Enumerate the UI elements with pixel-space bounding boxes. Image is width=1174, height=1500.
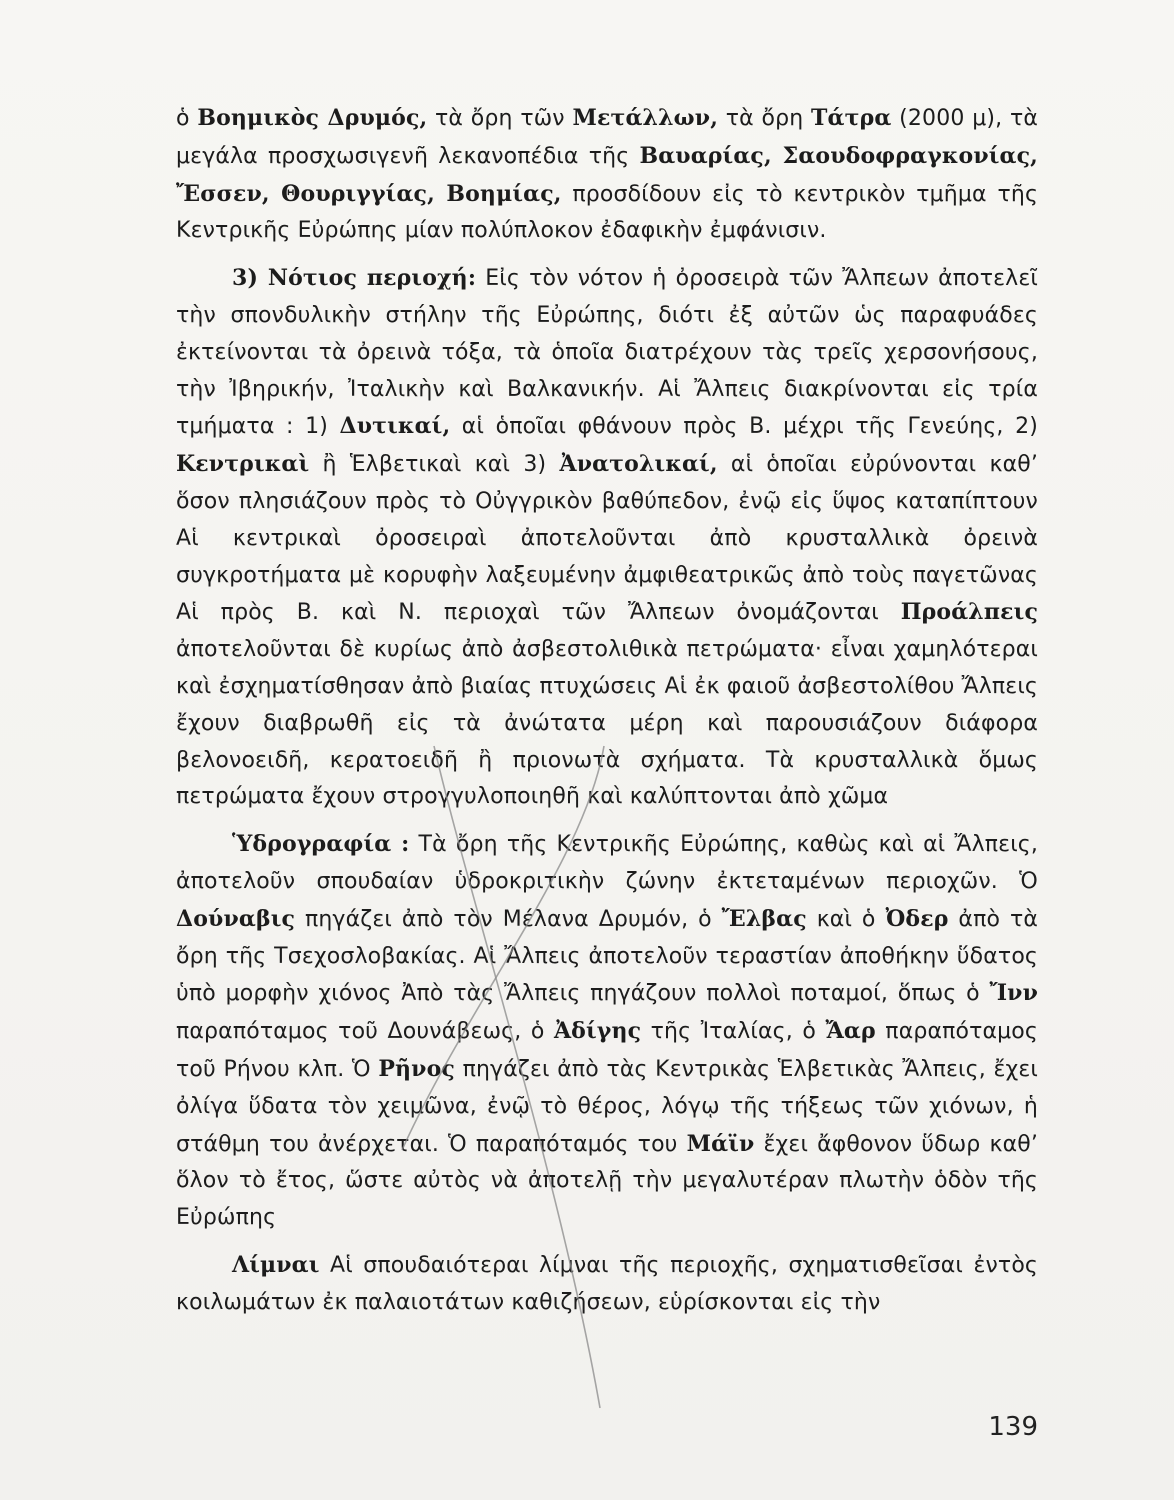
bold-term: Προάλπεις: [900, 599, 1038, 626]
bold-term: Κεντρικαὶ: [176, 451, 310, 478]
text-run: ἀπὸ τὰ ὄρη τῆς Τσεχοσλοβακίας. Αἱ Ἄλπεις ἀποτελοῦν τεραστίαν ἀποθήκην ὕδατος ὑπὸ μορφὴν χιόνος Ἀπὸ τὰς Ἄλπεις πηγάζουν πολλοὶ ποταμοί, ὅπως ὁ: [176, 906, 1038, 1007]
bold-term: Ρῆνος: [378, 1055, 455, 1082]
text-run: ὁ: [176, 106, 198, 131]
bold-term: Μάϊν: [686, 1130, 755, 1157]
text-run: ἀποτελοῦνται δὲ κυρίως ἀπὸ ἀσβεστολιθικὰ πετρώματα· εἶναι χαμηλότεραι καὶ ἐσχηματίσθησαν ἀπὸ βιαίας πτυχώσεις Αἱ ἐκ φαιοῦ ἀσβεστολίθου Ἄλπεις ἔχουν διαβρωθῆ εἰς τὰ ἀνώτατα μέρη καὶ παρουσιάζουν διάφορα βελονοειδῆ, κερατοειδῆ ἢ πριονωτὰ σχήματα. Τὰ κρυσταλλικὰ ὅμως πετρώματα ἔχουν στρογγυλοποιηθῆ καὶ καλύπτονται ἀπὸ χῶμα: [176, 637, 1038, 810]
text-run: Αἱ σπουδαιότεραι λίμναι τῆς περιοχῆς, σχηματισθεῖσαι ἐντὸς κοιλωμάτων ἐκ παλαιοτάτων καθιζήσεων, εὑρίσκονται εἰς τὴν: [176, 1252, 1038, 1315]
text-run: παραπόταμος τοῦ Ρήνου κλπ. Ὁ: [176, 1019, 1038, 1082]
bold-term: Δούναβις: [176, 905, 296, 932]
text-run: τὰ ὄρη: [718, 106, 812, 131]
bold-term: Δυτικαί,: [339, 413, 451, 440]
bold-term: Λίμναι: [232, 1251, 320, 1278]
text-run: καὶ ὁ: [806, 906, 886, 932]
page-number: 139: [988, 1412, 1038, 1442]
bold-term: Βοημικὸς Δρυμός,: [197, 105, 428, 131]
paragraph-hydrography: [176, 826, 1038, 1237]
text-run: Εἰς τὸν νότον ἡ ὀροσειρὰ τῶν Ἄλπεων ἀποτελεῖ τὴν σπονδυλικὴν στήλην τῆς Εὐρώπης, διότι ἐξ αὐτῶν ὡς παραφυάδες ἐκτείνονται τὰ ὀρεινὰ τόξα, τὰ ὁποῖα διατρέχουν τὰς τρεῖς χερσονήσους, τὴν Ἰβηρικήν, Ἰταλικὴν καὶ Βαλκανικήν. Αἱ Ἄλπεις διακρίνονται εἰς τρία τμήματα : 1): [176, 266, 1038, 440]
text-run: αἱ ὁποῖαι εὐρύνονται καθ’ ὅσον πλησιάζουν πρὸς τὸ Οὐγγρικὸν βαθύπεδον, ἐνῷ εἰς ὕψος καταπίπτουν Αἱ κεντρικαὶ ὀροσειραὶ ἀποτελοῦνται ἀπὸ κρυσταλλικὰ ὀρεινὰ συγκροτήματα μὲ κορυφὴν λαξευμένην ἀμφιθεατρικῶς ἀπὸ τοὺς παγετῶνας Αἱ πρὸς Β. καὶ Ν. περιοχαὶ τῶν Ἄλπεων ὀνομάζονται: [176, 452, 1038, 626]
bold-term: Τάτρα: [811, 105, 892, 131]
bold-term: Ὑδρογραφία :: [232, 831, 410, 858]
bold-term: Μετάλλων,: [572, 105, 719, 131]
text-run: ἢ Ἑλβετικαὶ καὶ 3): [309, 452, 560, 478]
text-run: Τὰ ὄρη τῆς Κεντρικῆς Εὐρώπης, καθὼς καὶ αἱ Ἄλπεις, ἀποτελοῦν σπουδαίαν ὑδροκριτικὴν ζώνην ἐκτεταμένων περιοχῶν. Ὁ: [176, 832, 1038, 894]
bold-term: Ἀδίγης: [553, 1018, 642, 1045]
text-run: πηγάζει ἀπὸ τὰς Κεντρικὰς Ἑλβετικὰς Ἄλπεις, ἔχει ὀλίγα ὕδατα τὸν χειμῶνα, ἐνῷ τὸ θέρος, λόγῳ τῆς τήξεως τῶν χιόνων, ἡ στάθμη του ἀνέρχεται. Ὁ παραπόταμός του: [176, 1056, 1038, 1157]
text-run: παραπόταμος τοῦ Δουνάβεως, ὁ: [176, 1019, 554, 1045]
text-run: (2000 μ), τὰ μεγάλα προσχωσιγενῆ λεκανοπέδια τῆς: [176, 106, 1038, 169]
bold-term: Ὀδερ: [885, 905, 949, 932]
text-run: τῆς Ἰταλίας, ὁ: [641, 1019, 826, 1045]
text-run: τὰ ὄρη τῶν: [427, 106, 573, 131]
bold-term: Ἄαρ: [825, 1018, 876, 1045]
bold-term: Βαυαρίας, Σαουδοφραγκονίας, Ἔσσεν, Θουριγγίας, Βοημίας,: [176, 142, 1038, 207]
text-run: ἔχει ἄφθονον ὕδωρ καθ’ ὅλον τὸ ἔτος, ὥστε αὐτὸς νὰ ἀποτελῇ τὴν μεγαλυτέραν πλωτὴν ὁδὸν τῆς Εὐρώπης: [176, 1131, 1038, 1231]
page-body-text: [176, 100, 1038, 1322]
paragraph-lakes: [176, 1247, 1038, 1322]
bold-term: 3) Νότιος περιοχή:: [232, 265, 477, 292]
text-run: αἱ ὁποῖαι φθάνουν πρὸς Β. μέχρι τῆς Γενεύης, 2): [450, 414, 1038, 440]
paragraph-mountains-central: [176, 100, 1038, 250]
text-run: πηγάζει ἀπὸ τὸν Μέλανα Δρυμόν, ὁ: [295, 906, 722, 932]
paragraph-southern-region: [176, 260, 1038, 816]
bold-term: Ἴνν: [989, 980, 1038, 1007]
text-run: προσδίδουν εἰς τὸ κεντρικὸν τμῆμα τῆς Κεντρικῆς Εὐρώπης μίαν πολύπλοκον ἐδαφικὴν ἐμφάνισιν.: [176, 181, 1039, 244]
bold-term: Ἔλβας: [721, 905, 807, 932]
bold-term: Ἀνατολικαί,: [559, 451, 718, 478]
